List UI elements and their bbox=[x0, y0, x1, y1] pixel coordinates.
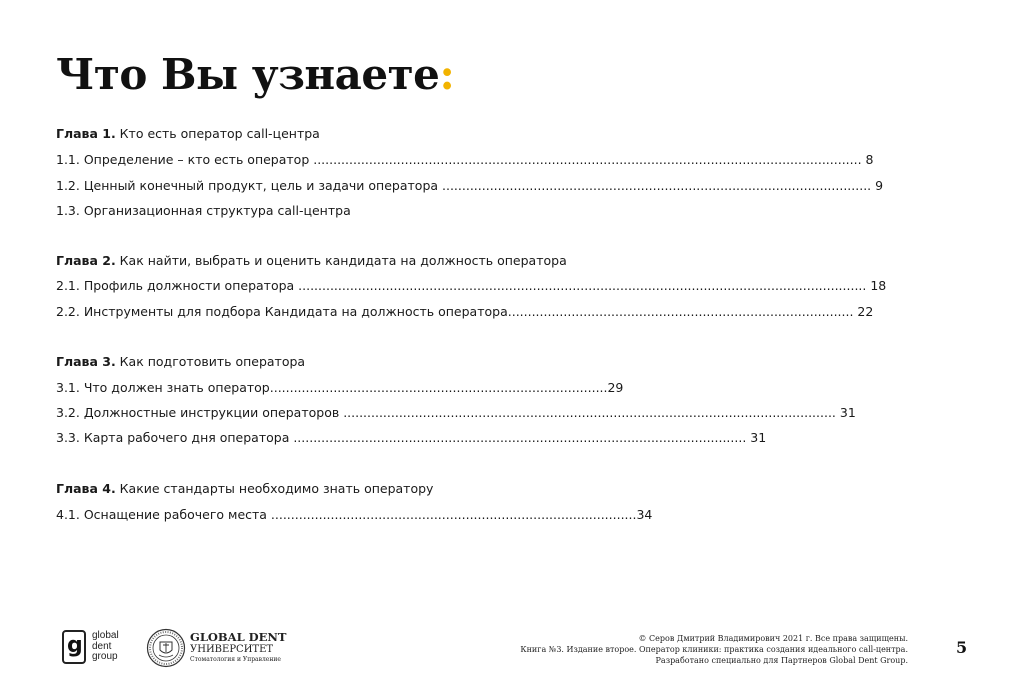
toc-entry-3-2: 3.2. Должностные инструкции операторов ............................................................................................................................ 31 bbox=[56, 405, 856, 420]
toc-page: 9 bbox=[871, 178, 884, 193]
toc-entry-1-1: 1.1. Определение – кто есть оператор .......................................................................................................................................... 8 bbox=[56, 152, 874, 167]
toc-chapter-3: Глава 3. Как подготовить оператора bbox=[56, 354, 306, 369]
global-dent-university-logo bbox=[146, 626, 287, 670]
global-dent-group-logo bbox=[60, 626, 140, 670]
toc-entry-2-2: 2.2. Инструменты для подбора Кандидата на должность оператора....................................................................................... 22 bbox=[56, 304, 874, 319]
university-text: GLOBAL DENT УНИВЕРСИТЕТ Стоматология и Управление bbox=[190, 630, 287, 663]
toc-entry-2-1: 2.1. Профиль должности оператора ............................................................................................................................................... 18 bbox=[56, 278, 887, 293]
page-title bbox=[56, 50, 454, 99]
toc-entry-1-3: 1.3. Организационная структура call-центра bbox=[56, 203, 351, 218]
gd-logo-text: global dent group bbox=[92, 630, 119, 662]
toc-page: 8 bbox=[861, 152, 874, 167]
toc-entry-1-2: 1.2. Ценный конечный продукт, цель и задачи оператора ............................................................................................................ 9 bbox=[56, 178, 884, 193]
copyright-notice: © Серов Дмитрий Владимирович 2021 г. Все права защищены. Книга №3. Издание второе. Оператор клиники: практика создания идеального call-центра. Разработано специально для Партнеров Global Dent Group. bbox=[520, 634, 908, 665]
toc-entry-3-1: 3.1. Что должен знать оператор.....................................................................................29 bbox=[56, 380, 624, 395]
toc-page: 18 bbox=[866, 278, 887, 293]
toc-page: 29 bbox=[607, 380, 624, 395]
gd-logo-icon: g bbox=[62, 630, 86, 664]
toc-page: 22 bbox=[853, 304, 874, 319]
toc-chapter-1: Глава 1. Кто есть оператор call-центра bbox=[56, 126, 320, 141]
toc-page: 34 bbox=[636, 507, 653, 522]
title-text: Что Вы узнаете bbox=[56, 50, 440, 99]
university-seal-icon bbox=[146, 628, 186, 668]
page-number: 5 bbox=[956, 638, 968, 657]
toc-chapter-4: Глава 4. Какие стандарты необходимо знать оператору bbox=[56, 481, 434, 496]
toc-page: 31 bbox=[835, 405, 856, 420]
title-colon: : bbox=[439, 50, 455, 99]
toc-chapter-2: Глава 2. Как найти, выбрать и оценить кандидата на должность оператора bbox=[56, 253, 567, 268]
toc-entry-3-3: 3.3. Карта рабочего дня оператора .................................................................................................................. 31 bbox=[56, 430, 767, 445]
toc-page: 31 bbox=[746, 430, 767, 445]
toc-entry-4-1: 4.1. Оснащение рабочего места ............................................................................................34 bbox=[56, 507, 653, 522]
